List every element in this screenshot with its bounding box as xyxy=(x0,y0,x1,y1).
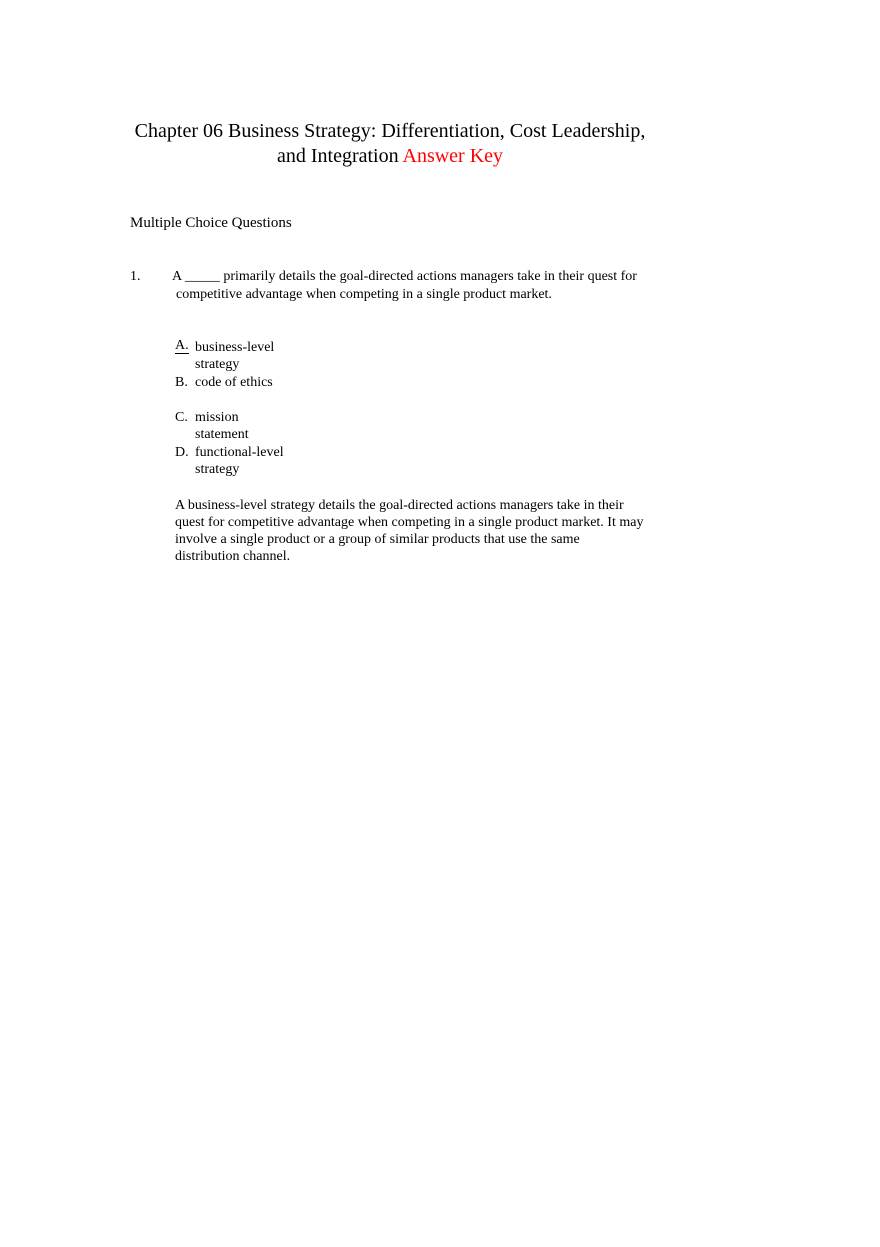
page-title xyxy=(120,119,660,169)
option-text: functional-level strategy xyxy=(195,445,284,477)
option-text: mission statement xyxy=(195,410,249,442)
option-letter: D. xyxy=(175,445,189,460)
option-letter: C. xyxy=(175,410,188,425)
option-text: code of ethics xyxy=(195,375,273,390)
title-answer-key: Answer Key xyxy=(402,145,504,167)
option-d xyxy=(175,444,335,479)
option-letter-correct: A. xyxy=(175,338,189,353)
option-b xyxy=(175,374,335,409)
option-c xyxy=(175,409,335,444)
option-text: business-level strategy xyxy=(195,340,275,372)
option-letter: B. xyxy=(175,375,188,390)
answer-explanation: A business-level strategy details the goal-directed actions managers take in their quest for competitive advantage when competing in a single product market. It may involve a single product or a group of similar products that use the same distribution channel. xyxy=(175,498,644,564)
option-a xyxy=(175,339,335,374)
answer-options xyxy=(175,339,335,479)
question-text: A _____ primarily details the goal-directed actions managers take in their quest for competitive advantage when competing in a single product market. xyxy=(172,269,637,302)
title-main: Chapter 06 Business Strategy: Differentiation, Cost Leadership, and Integration xyxy=(134,120,646,167)
question-number: 1. xyxy=(130,269,141,284)
section-heading: Multiple Choice Questions xyxy=(130,215,292,231)
